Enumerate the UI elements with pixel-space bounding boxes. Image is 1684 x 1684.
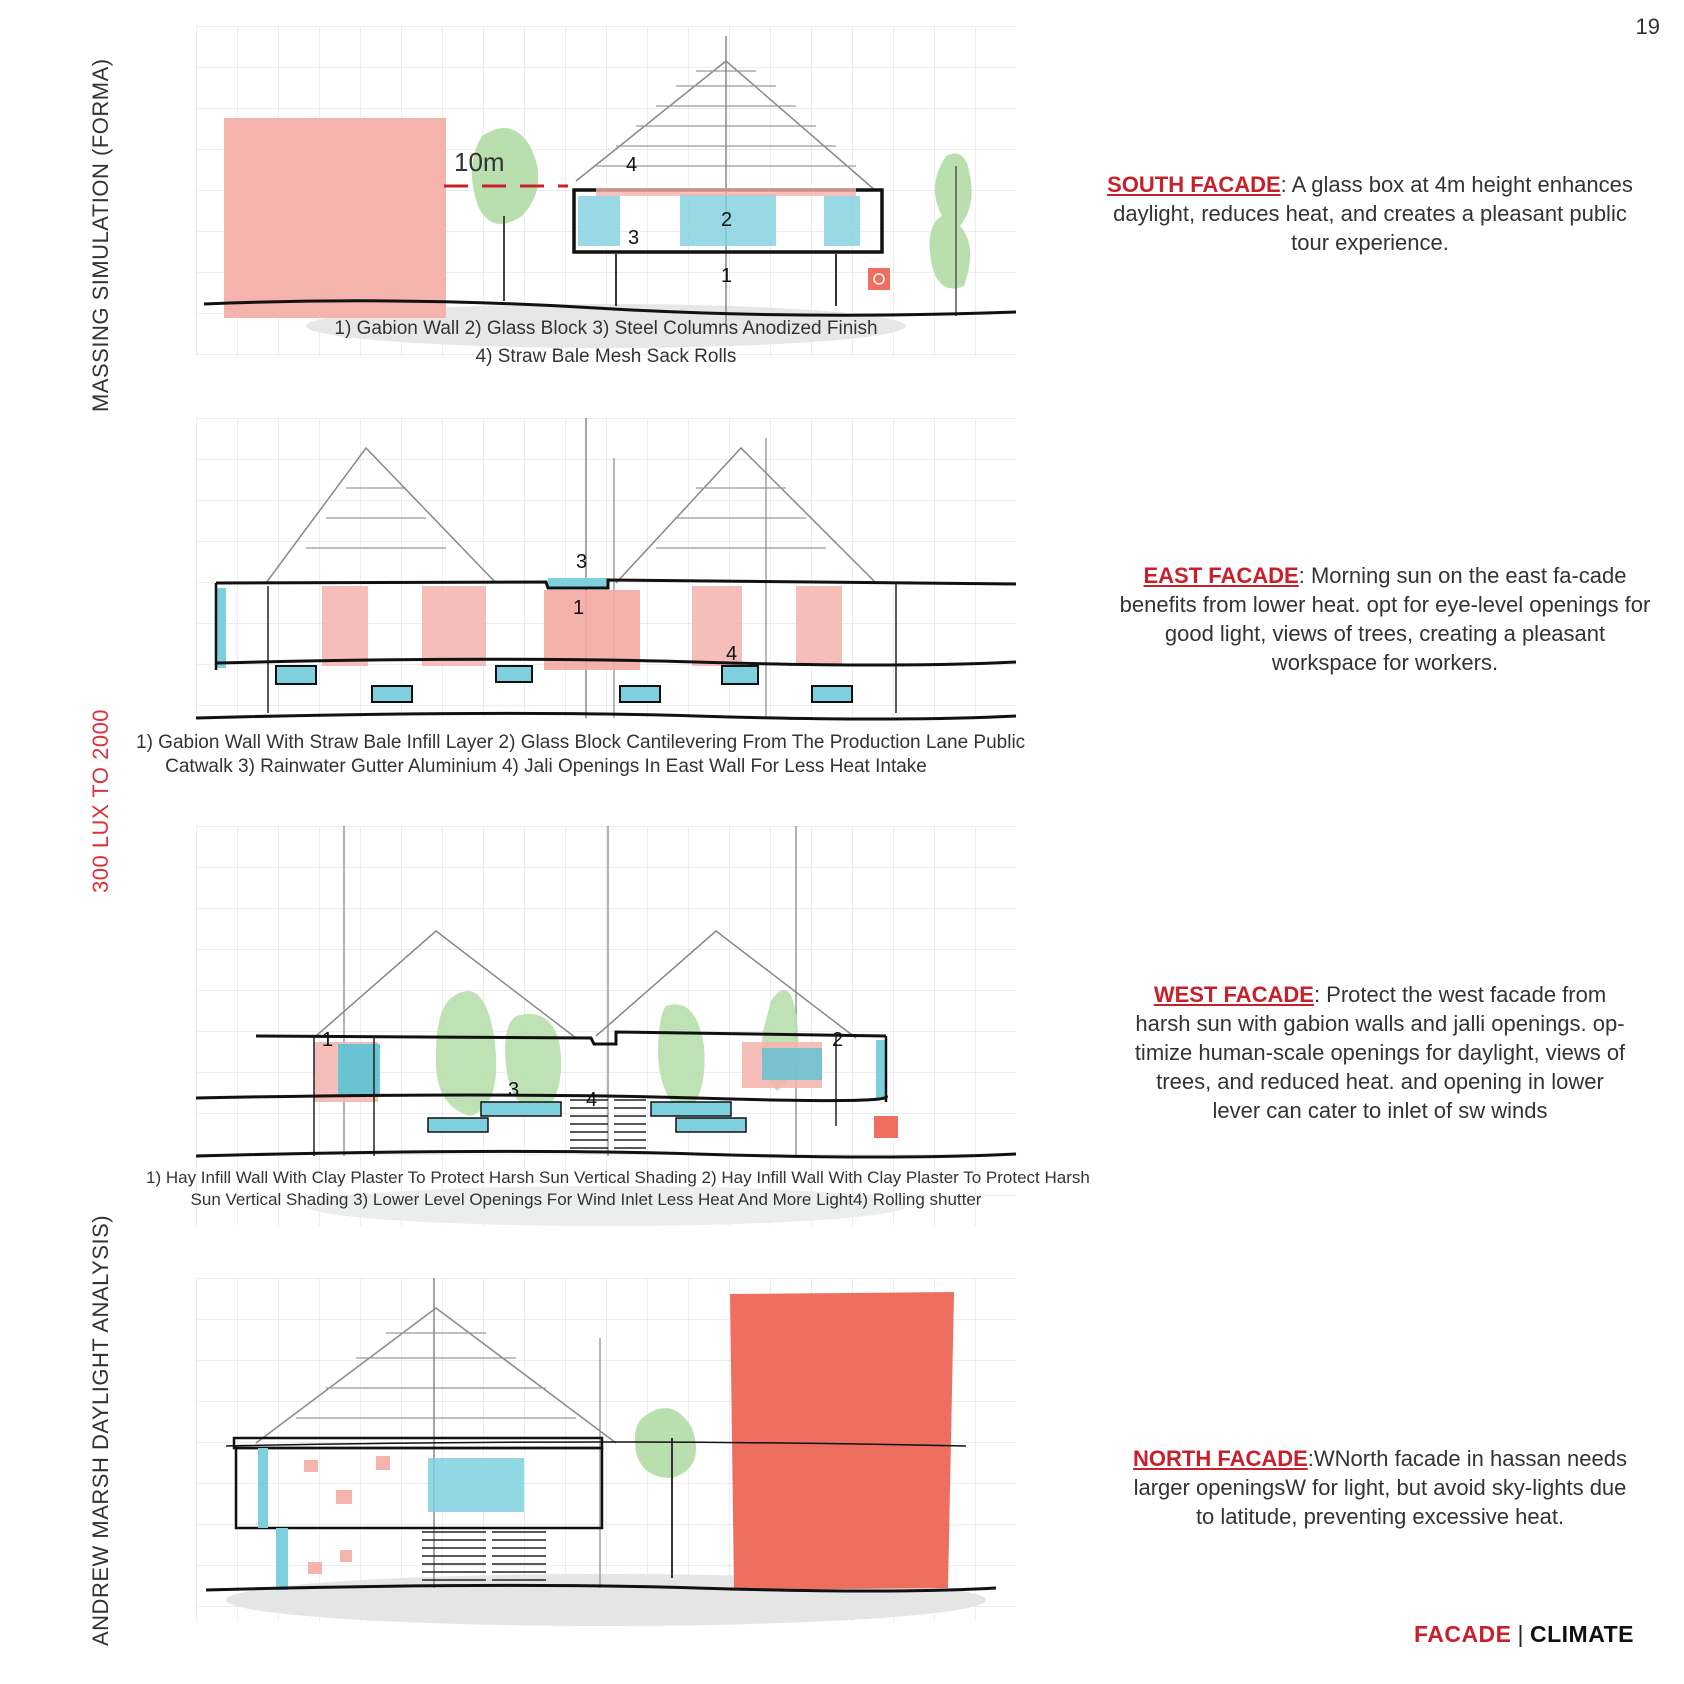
svg-text:2: 2 bbox=[721, 209, 733, 231]
svg-text:2: 2 bbox=[832, 1029, 844, 1051]
svg-text:1: 1 bbox=[721, 265, 733, 287]
west-facade-description bbox=[1130, 980, 1630, 1125]
south-caption-line1: 1) Gabion Wall 2) Glass Block 3) Steel Columns Anodized Finish bbox=[334, 318, 878, 339]
west-caption-line2: Sun Vertical Shading 3) Lower Level Openings For Wind Inlet Less Heat And More Light4) Rolling shutter bbox=[190, 1190, 982, 1209]
south-facade-description bbox=[1100, 170, 1640, 257]
south-facade-heading: SOUTH FACADE bbox=[1107, 172, 1281, 197]
east-caption-line2: Catwalk 3) Rainwater Gutter Aluminium 4) Jali Openings In East Wall For Less Heat Intake bbox=[165, 756, 927, 777]
west-facade-text: : Protect the west facade from harsh sun with gabion walls and jalli openings. op-timize human-scale openings for daylight, views of trees, and reduced heat. and opening in lower lever can cater to inlet of sw winds bbox=[1134, 982, 1626, 1123]
svg-text:3: 3 bbox=[576, 551, 588, 573]
sun-icon bbox=[868, 268, 890, 290]
east-facade-text: : Morning sun on the east fa-cade benefits from lower heat. opt for eye-level openings for good light, views of trees, creating a pleasant workspace for workers. bbox=[1119, 563, 1651, 675]
side-label-lux: 300 LUX TO 2000 bbox=[88, 708, 113, 893]
side-label-massing: MASSING SIMULATION (FORMA) bbox=[88, 58, 113, 412]
sun-icon-west bbox=[874, 1116, 898, 1138]
footer-title: FACADE | CLIMATE bbox=[1413, 1621, 1634, 1647]
south-facade-text: : A glass box at 4m height enhances daylight, reduces heat, and creates a pleasant public tour experience. bbox=[1113, 172, 1633, 255]
svg-text:4: 4 bbox=[626, 154, 638, 176]
east-caption-line1: 1) Gabion Wall With Straw Bale Infill Layer 2) Glass Block Cantilevering From The Production Lane Public bbox=[136, 732, 1026, 753]
north-facade-description bbox=[1130, 1444, 1630, 1531]
svg-text:1: 1 bbox=[573, 597, 585, 619]
svg-text:1: 1 bbox=[322, 1029, 334, 1051]
svg-text:4: 4 bbox=[726, 643, 738, 665]
west-facade-heading: WEST FACADE bbox=[1153, 982, 1314, 1007]
west-caption-line1: 1) Hay Infill Wall With Clay Plaster To Protect Harsh Sun Vertical Shading 2) Hay Infill Wall With Clay Plaster To Protect Harsh bbox=[146, 1168, 1090, 1187]
north-facade-text: :WNorth facade in hassan needs larger openingsW for light, but avoid sky-lights due to latitude, preventing excessive heat. bbox=[1133, 1446, 1627, 1529]
svg-text:3: 3 bbox=[508, 1079, 520, 1101]
footer-part2: CLIMATE bbox=[1529, 1621, 1634, 1647]
footer-part1: FACADE bbox=[1413, 1621, 1512, 1647]
svg-text:4: 4 bbox=[586, 1089, 598, 1111]
north-facade-sketch bbox=[196, 1278, 1026, 1630]
svg-text:3: 3 bbox=[628, 227, 640, 249]
south-facade-sketch bbox=[196, 26, 1026, 368]
page-number: 19 bbox=[1635, 14, 1660, 39]
south-caption-line2: 4) Straw Bale Mesh Sack Rolls bbox=[475, 346, 737, 367]
west-facade-sketch bbox=[146, 826, 1090, 1228]
dimension-10m: 10m bbox=[454, 147, 505, 177]
neighbour-building-block bbox=[224, 118, 446, 318]
east-facade-sketch bbox=[136, 418, 1026, 778]
east-facade-description bbox=[1115, 561, 1655, 677]
side-label-daylight: ANDREW MARSH DAYLIGHT ANALYSIS) bbox=[88, 1214, 113, 1646]
north-facade-heading: NORTH FACADE bbox=[1133, 1446, 1308, 1471]
east-facade-heading: EAST FACADE bbox=[1143, 563, 1299, 588]
